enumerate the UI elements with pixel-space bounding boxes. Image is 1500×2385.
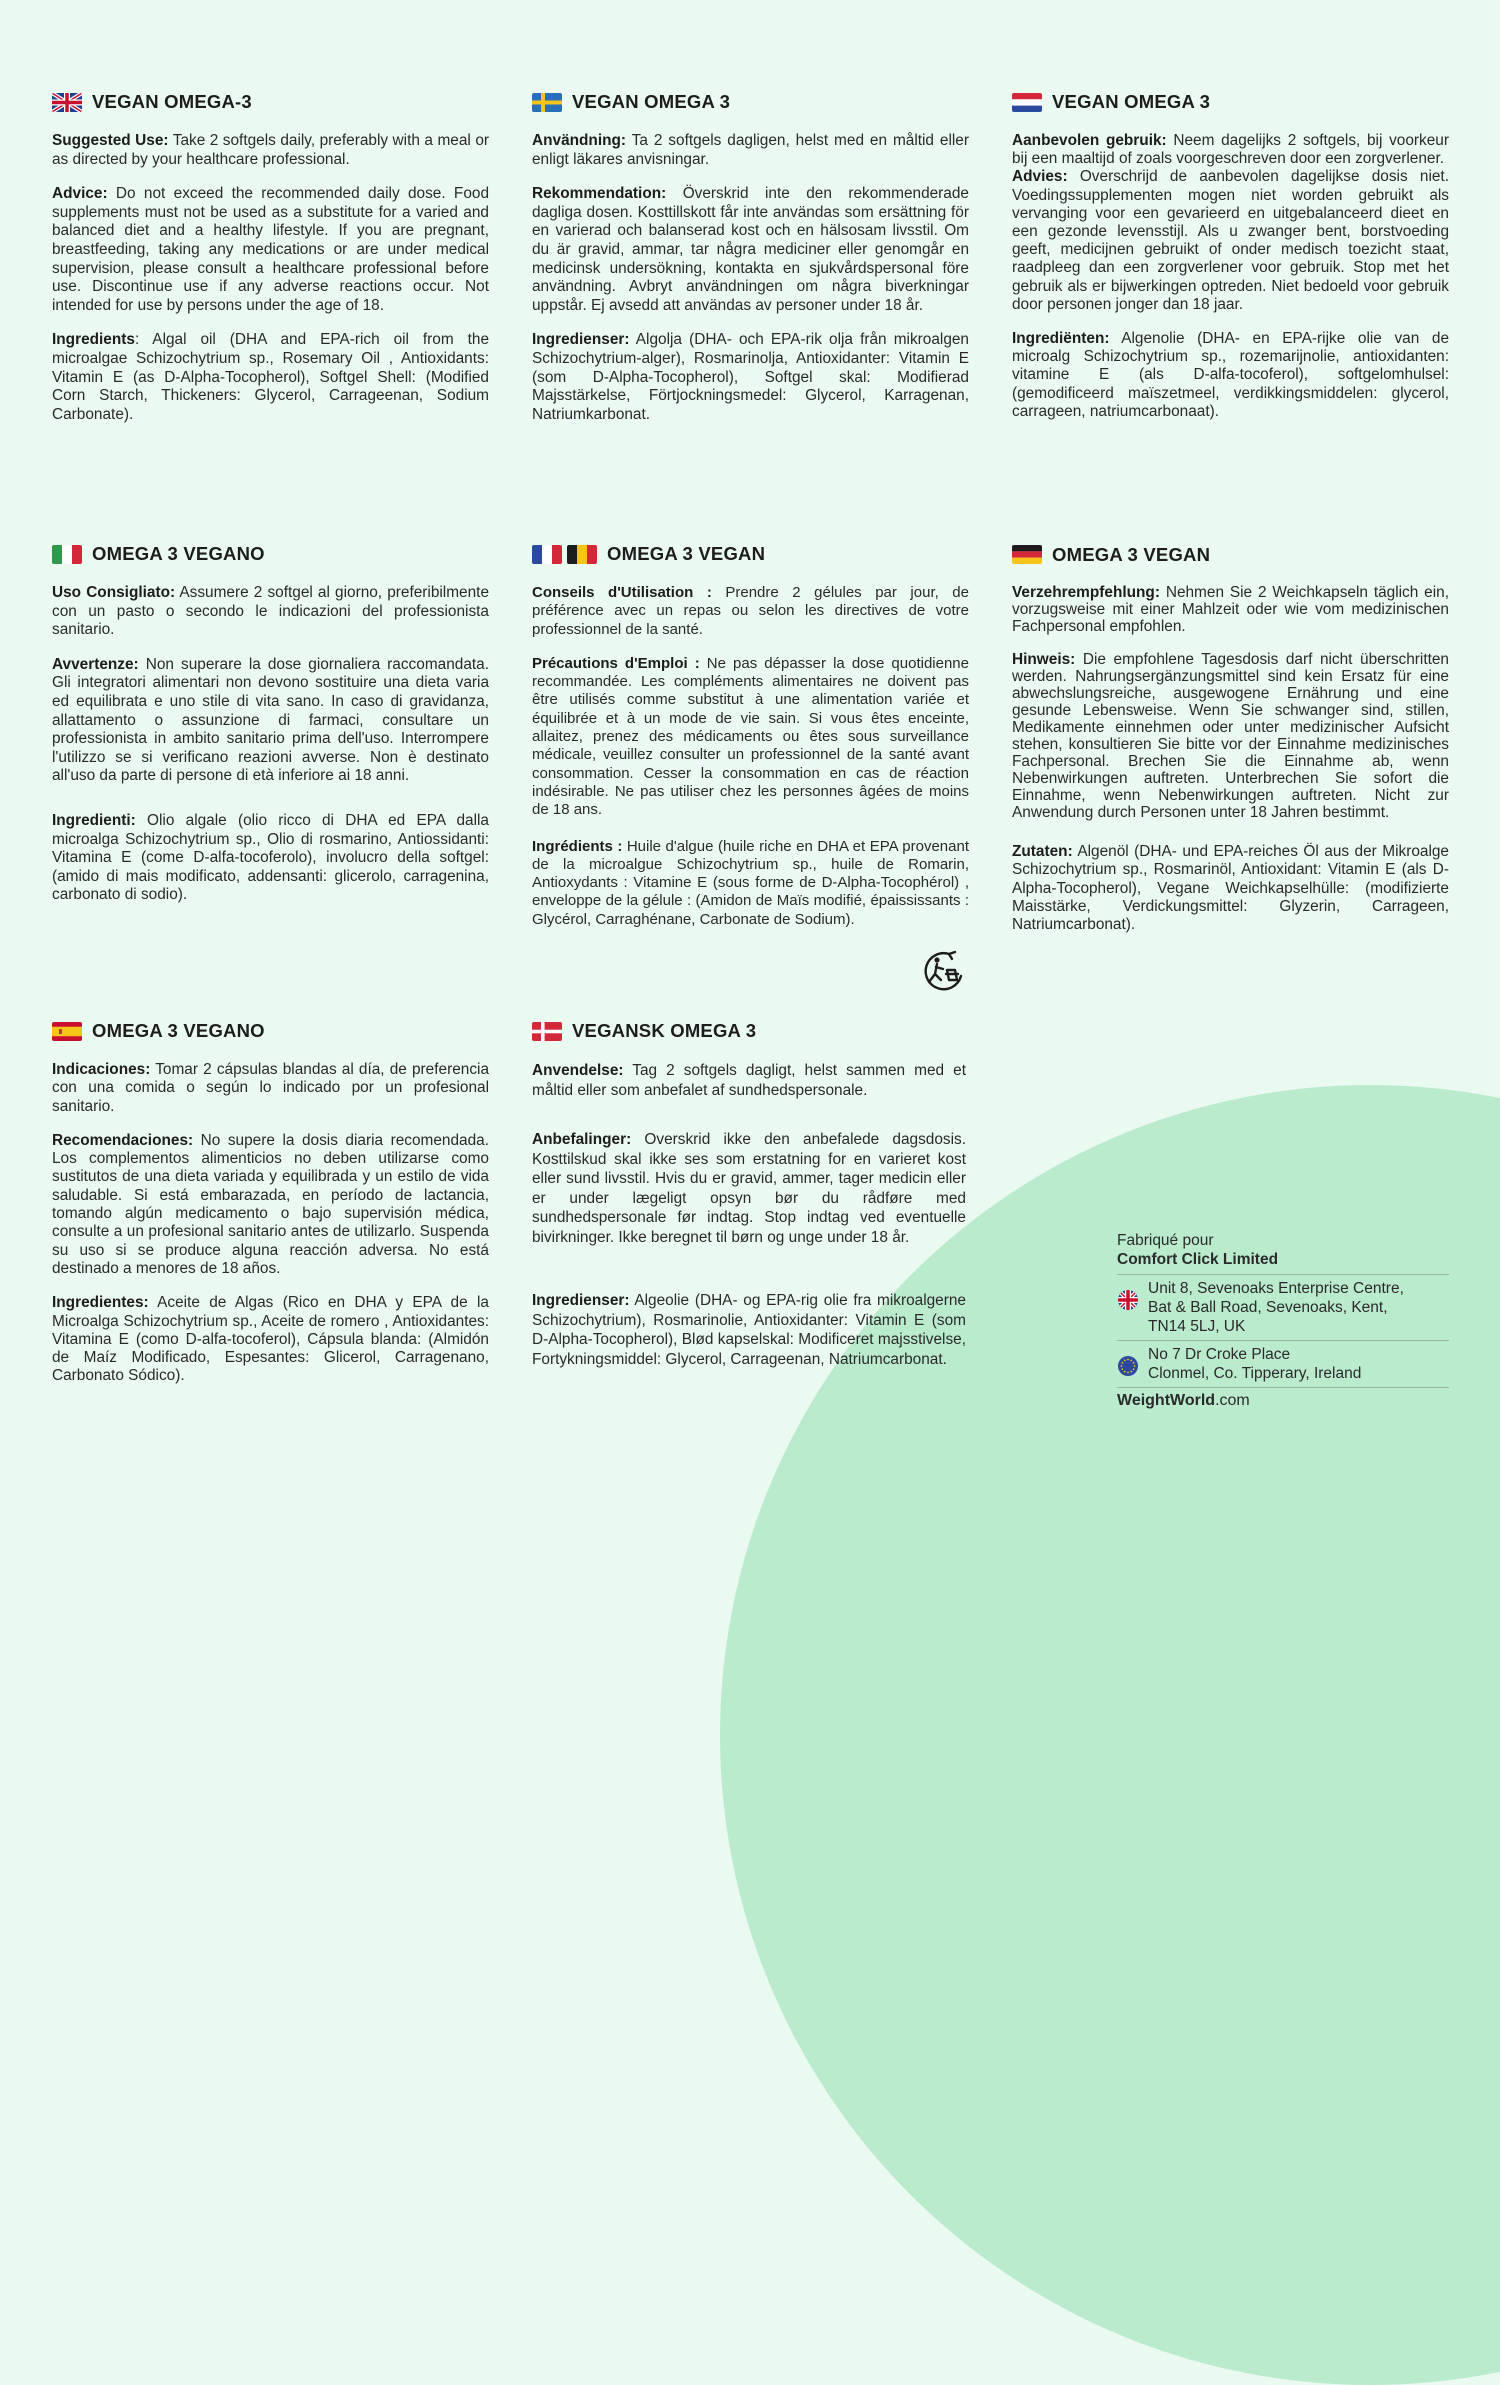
advice-paragraph: Hinweis: Die empfohlene Tagesdosis darf nicht überschritten werden. Nahrungsergänzungsmittel sind kein Ersatz für eine abwechslungsreiche, ausgewogene Ernährung und eine gesunde Lebensweise. Wenn Sie schwanger sind, stillen, Medikamente einnehmen oder unter medizinischer Aufsicht stehen, konsultieren Sie bitte vor der Einnahme medizinisches Fachpersonal. Brechen Sie die Einnahme ab, wenn Nebenwirkungen auftreten. Unterbrechen Sie sofort die Einnahme, wenn Nebenwirkungen auftreten. Nicht zur Anwendung durch Personen unter 18 Jahren bestimmt. [1012,651,1449,821]
uk-flag-icon [52,93,82,112]
section-title: OMEGA 3 VEGANO [92,1019,265,1041]
section-title: VEGANSK OMEGA 3 [572,1020,757,1042]
triman-recycling-icon [919,948,967,992]
section-swedish [532,90,969,440]
ingredients-paragraph: Ingredienser: Algeolie (DHA- og EPA-rig olie fra mikroalgerne Schizochytrium), Rosmarinolie, Antioxidanter: Vitamin E (som D-Alpha-Tocopherol), Blød kapselskal: Modificeret majsstivelse, Fortykningsmiddel: Glycerol, Carrageenan, Natriumcarbonat. [532,1292,966,1368]
usage-paragraph: Verzehrempfehlung: Nehmen Sie 2 Weichkapseln täglich ein, vorzugsweise mit einer Mahlzeit oder wie vom medizinischen Fachpersonal empfohlen. [1012,584,1449,635]
website-tld: .com [1215,1392,1250,1409]
germany-flag-icon [1012,545,1042,564]
ingredients-paragraph: Ingredienser: Algolja (DHA- och EPA-rik olja från mikroalgen Schizochytrium-alger), Rosmarinolja, Antioxidanter: Vitamin E (som D-Alpha-Tocopherol), Softgel skal: Modifierad Majsstärkelse, Förtjockningsmedel: Glycerol, Karragenan, Natriumkarbonat. [532,331,969,423]
section-title: OMEGA 3 VEGAN [1052,543,1211,565]
section-danish [532,1019,966,1385]
website [1117,1387,1449,1410]
section-french [532,542,969,945]
section-english [52,90,489,440]
advice-paragraph: Advies: Overschrijd de aanbevolen dagelijkse dosis niet. Voedingssupplementen mogen niet worden gebruikt als vervanging voor een gevarieerd en uitgebalanceerd dieet en een gezonde levensstijl. Als u zwanger bent, borstvoeding geeft, medicijnen gebruikt of onder medisch toezicht staat, raadpleeg dan een zorgverlener voor gebruik. Stop met het gebruik als er bijwerkingen optreden. Niet bedoeld voor gebruik door personen jonger dan 18 jaar. [1012,168,1449,313]
section-heading [52,1019,489,1043]
usage-paragraph: Användning: Ta 2 softgels dagligen, helst med en måltid eller enligt läkares anvisningar. [532,132,969,168]
section-title: VEGAN OMEGA 3 [1052,90,1211,112]
section-title: OMEGA 3 VEGANO [92,542,265,564]
address-line: Bat & Ball Road, Sevenoaks, Kent, [1148,1299,1388,1316]
france-flag-icon [532,545,562,564]
section-heading [1012,90,1449,114]
address-line: No 7 Dr Croke Place [1148,1346,1291,1363]
ingredients-paragraph: Ingredientes: Aceite de Algas (Rico en DHA y EPA de la Microalga Schizochytrium sp., Aceite de romero , Antioxidantes: Vitamina E (como D-alfa-tocoferol), Cápsula blanda: (Almidón de Maíz Modificado, Espesantes: Glicerol, Carragenano, Carbonato Sódico). [52,1294,489,1385]
section-heading [1012,542,1449,566]
uk-address [1117,1274,1449,1340]
spain-flag-icon [52,1022,82,1041]
section-heading [52,90,489,114]
sweden-flag-icon [532,93,562,112]
section-heading [532,90,969,114]
section-heading [532,1019,966,1043]
ingredients-paragraph: Ingredients: Algal oil (DHA and EPA-rich oil from the microalgae Schizochytrium sp., Rosemary Oil , Antioxidants: Vitamin E (as D-Alpha-Tocopherol), Softgel Shell: (Modified Corn Starch, Thickeners: Glycerol, Carrageenan, Sodium Carbonate). [52,331,489,423]
ingredients-paragraph: Zutaten: Algenöl (DHA- und EPA-reiches Öl aus der Mikroalge Schizochytrium sp., Rosmarinöl, Antioxidant: Vitamin E (als D-Alpha-Tocopherol), Vegane Weichkapselhülle: (modifizierte Maisstärke, Verdickungsmittel: Glyzerin, Carrageen, Natriumcarbonat). [1012,843,1449,934]
usage-paragraph: Suggested Use: Take 2 softgels daily, preferably with a meal or as directed by your healthcare professional. [52,132,489,168]
section-title: VEGAN OMEGA 3 [572,90,731,112]
advice-paragraph: Advice: Do not exceed the recommended daily dose. Food supplements must not be used as a substitute for a varied and balanced diet and a healthy lifestyle. If you are pregnant, breastfeeding, taking any medications or are under medical supervision, please consult a healthcare professional before use. Discontinue use if any adverse reactions occur. Not intended for use by persons under the age of 18. [52,185,489,314]
section-spanish [52,1019,489,1402]
usage-paragraph: Conseils d'Utilisation : Prendre 2 gélules par jour, de préférence avec un repas ou selon les directives de votre professionnel de la santé. [532,584,969,638]
section-title: VEGAN OMEGA-3 [92,90,252,112]
belgium-flag-icon [567,545,597,564]
uk-flag-icon [1117,1289,1139,1311]
section-german [1012,542,1449,950]
netherlands-flag-icon [1012,93,1042,112]
address-line: Unit 8, Sevenoaks Enterprise Centre, [1148,1280,1404,1297]
website-brand: WeightWorld [1117,1392,1216,1409]
eu-flag-icon [1117,1355,1139,1377]
section-dutch [1012,90,1449,437]
usage-paragraph: Uso Consigliato: Assumere 2 softgel al giorno, preferibilmente con un pasto o secondo le indicazioni del professionista sanitario. [52,584,490,639]
made-for-label: Fabriqué pour [1117,1232,1214,1249]
advice-paragraph: Précautions d'Emploi : Ne pas dépasser la dose quotidienne recommandée. Les compléments alimentaires ne doivent pas être utilisés comme substitut à une alimentation variée et équilibrée et à un mode de vie sain. Si vous êtes enceinte, allaitez, prenez des médicaments ou êtes sous surveillance médicale, veuillez consulter un professionnel de la santé avant consommation. Cesser la consommation en cas de réaction indésirable. Ne pas utiliser chez les personnes âgées de moins de 18 ans. [532,654,969,819]
italy-flag-icon [52,545,82,564]
section-italian [52,542,489,921]
advice-paragraph: Recomendaciones: No supere la dosis diaria recomendada. Los complementos alimenticios no deben utilizarse como sustitutos de una dieta variada y equilibrada y un estilo de vida saludable. Si está embarazada, en período de lactancia, tomando algún medicamento o bajo supervisión médica, consulte a un profesional sanitario antes de utilizarlo. Suspenda su uso si se produce alguna reacción adversa. No está destinado a menores de 18 años. [52,1131,489,1277]
advice-paragraph: Rekommendation: Överskrid inte den rekommenderade dagliga dosen. Kosttillskott får inte användas som ersättning för en varierad och balanserad kost och en hälsosam livsstil. Om du är gravid, ammar, tar några mediciner eller genomgår en medicinsk undersökning, kontakta en sjukvårdspersonal före användning. Avbryt användningen om några biverkningar uppstår. Ej avsedd att användas av personer under 18 år. [532,185,969,314]
usage-paragraph: Indicaciones: Tomar 2 cápsulas blandas al día, de preferencia con una comida o según lo indicado por un profesional sanitario. [52,1061,489,1115]
ingredients-paragraph: Ingrédients : Huile d'algue (huile riche en DHA et EPA provenant de la microalgue Schizochytrium sp., huile de Romarin, Antioxydants : Vitamine E (sous forme de D-Alpha-Tocophérol) , enveloppe de la gélule : (Amidon de Maïs modifié, épaississants : Glycérol, Carraghénane, Carbonate de Sodium). [532,837,969,928]
section-heading [52,542,489,566]
advice-paragraph: Anbefalinger: Overskrid ikke den anbefalede dagsdosis. Kosttilskud skal ikke ses som erstatning for en varieret kost eller sund livsstil. Hvis du er gravid, ammer, tager medicin eller er under lægeligt opsyn bør du rådføre med sundhedspersonale før indtag. Stop indtag ved eventuelle bivirkninger. Ikke beregnet til børn og unge under 18 år. [532,1131,966,1246]
usage-paragraph: Aanbevolen gebruik: Neem dagelijks 2 softgels, bij voorkeur bij een maaltijd of zoals voorgeschreven door een zorgverlener. [1012,132,1449,168]
denmark-flag-icon [532,1022,562,1041]
address-line: Clonmel, Co. Tipperary, Ireland [1148,1365,1362,1382]
section-title: OMEGA 3 VEGAN [607,542,766,564]
ingredients-paragraph: Ingredienti: Olio algale (olio ricco di DHA ed EPA dalla microalga Schizochytrium sp., Olio di rosmarino, Antiossidanti: Vitamina E (come D-alfa-tocoferolo), involucro della softgel: (amido di mais modificato, addensanti: glicerolo, carragenina, carbonato di sodio). [52,811,489,904]
address-line: TN14 5LJ, UK [1148,1318,1246,1335]
advice-paragraph: Avvertenze: Non superare la dose giornaliera raccomandata. Gli integratori alimentari non devono sostituire una dieta varia ed equilibrata e uno stile di vita sano. In caso di gravidanza, allattamento o assunzione di farmaci, consultare un professionista in ambito sanitario prima dell'uso. Interrompere l'utilizzo se si verificano reazioni avverse. Non è destinato all'uso da parte di persone di età inferiore ai 18 anni. [52,655,489,785]
usage-paragraph: Anvendelse: Tag 2 softgels dagligt, helst sammen med et måltid eller som anbefalet af sundhedspersonale. [532,1062,966,1099]
ingredients-paragraph: Ingrediënten: Algenolie (DHA- en EPA-rijke olie van de microalg Schizochytrium sp., rozemarijnolie, antioxidanten: vitamine E (als D-alfa-tocoferol), softgelomhulsel: (gemodificeerd maïszetmeel, verdikkingsmiddelen: glycerol, carrageen, natriumcarbonaat). [1012,330,1449,420]
manufacturer-info [1117,1231,1449,1410]
company-name: Comfort Click Limited [1117,1251,1279,1268]
eu-address [1117,1340,1449,1387]
section-heading [532,542,969,566]
